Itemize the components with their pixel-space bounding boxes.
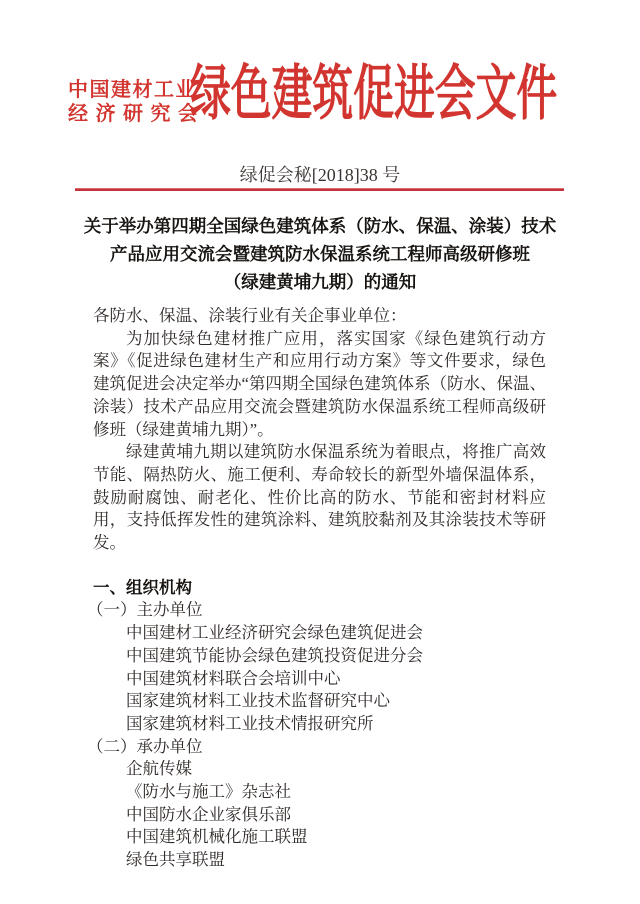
notice-title-line1: 关于举办第四期全国绿色建筑体系（防水、保温、涂装）技术: [83, 216, 557, 236]
issuing-org-name: [68, 78, 206, 126]
host-units-label: （一）主办单位: [87, 600, 203, 620]
section-heading: 一、组织机构: [93, 578, 192, 597]
organizer-unit-item: 绿色共享联盟: [126, 850, 225, 870]
issuing-org-name-line1: 中国建材工业: [68, 79, 197, 101]
red-divider-line: [75, 188, 564, 191]
organizer-unit-item: 中国建筑机械化施工联盟: [126, 827, 308, 847]
issuing-org-name-line2: 经济研究会: [68, 103, 206, 125]
notice-title: [70, 212, 570, 296]
host-unit-item: 中国建筑材料联合会培训中心: [126, 668, 341, 688]
letterhead-title: 绿色建筑促进会文件: [190, 61, 558, 127]
notice-title-line3: （绿建黄埔九期）的通知: [223, 272, 417, 292]
organizer-unit-item: 中国防水企业家俱乐部: [126, 804, 291, 824]
document-number: 绿促会秘[2018]38 号: [239, 165, 401, 185]
host-unit-item: 中国建材工业经济研究会绿色建筑促进会: [126, 623, 423, 643]
paragraph-2: 绿建黄埔九期以建筑防水保温系统为着眼点，将推广高效节能、隔热防火、施工便利、寿命较长的新型外墙保温体系，鼓励耐腐蚀、耐老化、性价比高的防水、节能和密封材料应用，支持低挥发性的建筑涂料、建筑胶黏剂及其涂装技术等研发。: [93, 442, 546, 553]
host-unit-item: 国家建筑材料工业技术情报研究所: [126, 713, 374, 733]
host-unit-item: 国家建筑材料工业技术监督研究中心: [126, 691, 390, 711]
notice-body: [87, 305, 546, 872]
organizer-unit-item: 《防水与施工》杂志社: [126, 782, 291, 802]
organizer-units-label: （二）承办单位: [87, 736, 203, 756]
organizer-unit-item: 企航传媒: [126, 759, 192, 779]
notice-title-line2: 产品应用交流会暨建筑防水保温系统工程师高级研修班: [110, 244, 530, 264]
host-unit-item: 中国建筑节能协会绿色建筑投资促进分会: [126, 645, 423, 665]
paragraph-1: 为加快绿色建材推广应用，落实国家《绿色建筑行动方案》《促进绿色建材生产和应用行动方案》等文件要求，绿色建筑促进会决定举办“第四期全国绿色建筑体系（防水、保温、涂装）技术产品应用交流会暨建筑防水保温系统工程师高级研修班（绿建黄埔九期）”。: [93, 328, 546, 439]
section-organization: [87, 577, 546, 872]
salutation: 各防水、保温、涂装行业有关企事业单位：: [93, 306, 407, 325]
